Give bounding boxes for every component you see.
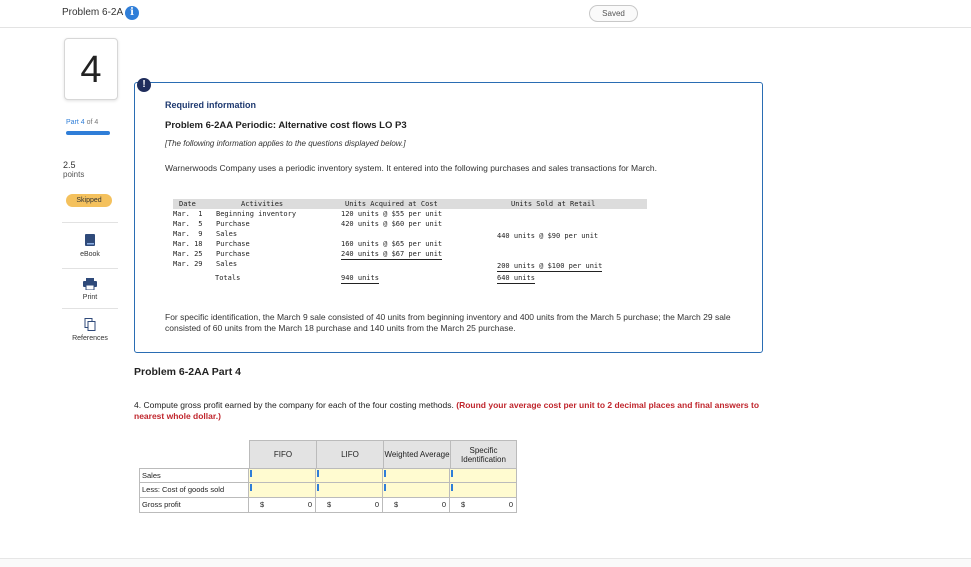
- currency-symbol: $: [327, 500, 332, 509]
- col-header-fifo: FIFO: [249, 440, 316, 468]
- col-header-specific-identification: Specific Identification: [450, 440, 517, 468]
- transactions-table: [173, 199, 647, 287]
- gross-profit-value: 0: [508, 500, 513, 509]
- points-value: 2.5: [63, 160, 76, 170]
- gross-profit-value: 0: [374, 500, 379, 509]
- totals-label: Totals: [215, 274, 241, 282]
- top-bar: [0, 0, 971, 28]
- row-date: Mar. 9: [173, 230, 203, 238]
- sales-fifo-input[interactable]: [249, 468, 316, 483]
- points-block: [63, 160, 84, 180]
- cogs-weighted-average-input[interactable]: [383, 483, 450, 498]
- row-activity: Purchase: [216, 220, 250, 228]
- row-acquired: 240 units @ $67 per unit: [341, 250, 443, 258]
- col-header-activities: Activities: [241, 200, 284, 208]
- alert-icon: !: [137, 78, 151, 92]
- part-progress-bar: [66, 131, 110, 135]
- part4-instruction: [134, 400, 774, 422]
- row-activity: Purchase: [216, 250, 250, 258]
- required-information-heading: Required information: [165, 100, 257, 110]
- input-marker: [451, 470, 453, 477]
- total-acquired: 940 units: [341, 274, 379, 282]
- print-label: Print: [82, 294, 98, 301]
- sales-weighted-average-input[interactable]: [383, 468, 450, 483]
- sidebar-divider: [62, 222, 118, 223]
- saved-status-badge: Saved: [589, 5, 638, 22]
- gross-profit-fifo: [249, 498, 316, 513]
- part-label: Part 4: [66, 119, 85, 126]
- skipped-badge: Skipped: [66, 194, 112, 207]
- row-activity: Sales: [216, 230, 238, 238]
- col-header-weighted-average: Weighted Average: [383, 440, 450, 468]
- currency-symbol: $: [461, 500, 466, 509]
- question-number: 4: [64, 38, 118, 100]
- sidebar-divider: [62, 308, 118, 309]
- row-activity: Purchase: [216, 240, 250, 248]
- problem-heading: Problem 6-2AA Periodic: Alternative cost flows LO P3: [165, 120, 407, 131]
- instruction-text: 4. Compute gross profit earned by the company for each of the four costing methods.: [134, 400, 454, 410]
- ebook-button[interactable]: [62, 233, 118, 258]
- required-information-panel: [134, 82, 763, 353]
- input-marker: [451, 484, 453, 491]
- row-sold: 200 units @ $100 per unit: [497, 262, 603, 270]
- row-acquired: 120 units @ $55 per unit: [341, 210, 443, 218]
- references-icon: [84, 318, 96, 331]
- row-acquired: 420 units @ $60 per unit: [341, 220, 443, 228]
- col-header-lifo: LIFO: [316, 440, 383, 468]
- input-marker: [384, 470, 386, 477]
- gross-profit-lifo: [316, 498, 383, 513]
- col-header-units-acquired: Units Acquired at Cost: [345, 200, 438, 208]
- problem-description: Warnerwoods Company uses a periodic inventory system. It entered into the following purchases and sales transactions for March.: [165, 163, 657, 173]
- problem-title: Problem 6-2A: [62, 7, 124, 18]
- cogs-specific-id-input[interactable]: [450, 483, 517, 498]
- row-date: Mar. 5: [173, 220, 203, 228]
- cogs-fifo-input[interactable]: [249, 483, 316, 498]
- input-marker: [317, 484, 319, 491]
- currency-symbol: $: [394, 500, 399, 509]
- printer-icon: [83, 278, 97, 290]
- row-activity: Beginning inventory: [216, 210, 297, 218]
- row-label-sales: Sales: [139, 468, 249, 483]
- currency-symbol: $: [260, 500, 265, 509]
- row-date: Mar. 25: [173, 250, 203, 258]
- references-button[interactable]: [62, 318, 118, 342]
- input-marker: [384, 484, 386, 491]
- row-label-gross-profit: Gross profit: [139, 498, 249, 513]
- part-of-label: of 4: [86, 119, 99, 126]
- row-acquired: 160 units @ $65 per unit: [341, 240, 443, 248]
- sidebar-divider: [62, 268, 118, 269]
- points-label: points: [63, 170, 85, 179]
- row-date: Mar. 18: [173, 240, 203, 248]
- sales-lifo-input[interactable]: [316, 468, 383, 483]
- rounding-instruction: (Round your average cost per unit to 2 decimal places and final answers to nearest whole dollar.): [134, 400, 760, 421]
- gross-profit-value: 0: [307, 500, 312, 509]
- gross-profit-specific-id: [450, 498, 517, 513]
- references-label: References: [72, 335, 108, 342]
- col-header-units-sold: Units Sold at Retail: [511, 200, 596, 208]
- footer-bar: [0, 558, 971, 567]
- row-sold: 440 units @ $90 per unit: [497, 232, 599, 240]
- specific-identification-note: For specific identification, the March 9 sale consisted of 40 units from beginning inventory and 400 units from the March 5 purchase; the March 29 sale consisted of 60 units from the March 18 purchase and 140 units from the March 25 purchase.: [165, 312, 731, 333]
- cogs-lifo-input[interactable]: [316, 483, 383, 498]
- applies-note: [The following information applies to the questions displayed below.]: [165, 139, 406, 148]
- total-sold: 640 units: [497, 274, 535, 282]
- gross-profit-value: 0: [441, 500, 446, 509]
- row-date: Mar. 29: [173, 260, 203, 268]
- input-marker: [250, 484, 252, 491]
- info-icon[interactable]: i: [125, 6, 139, 20]
- print-button[interactable]: [62, 278, 118, 301]
- part4-title: Problem 6-2AA Part 4: [134, 366, 241, 378]
- col-header-date: Date: [179, 200, 196, 208]
- row-label-cost-of-goods-sold: Less: Cost of goods sold: [139, 483, 249, 498]
- input-marker: [250, 470, 252, 477]
- part-indicator: [66, 119, 98, 126]
- row-date: Mar. 1: [173, 210, 203, 218]
- book-icon: [84, 233, 96, 247]
- ebook-label: eBook: [80, 251, 100, 258]
- row-activity: Sales: [216, 260, 238, 268]
- sales-specific-id-input[interactable]: [450, 468, 517, 483]
- input-marker: [317, 470, 319, 477]
- gross-profit-weighted-average: [383, 498, 450, 513]
